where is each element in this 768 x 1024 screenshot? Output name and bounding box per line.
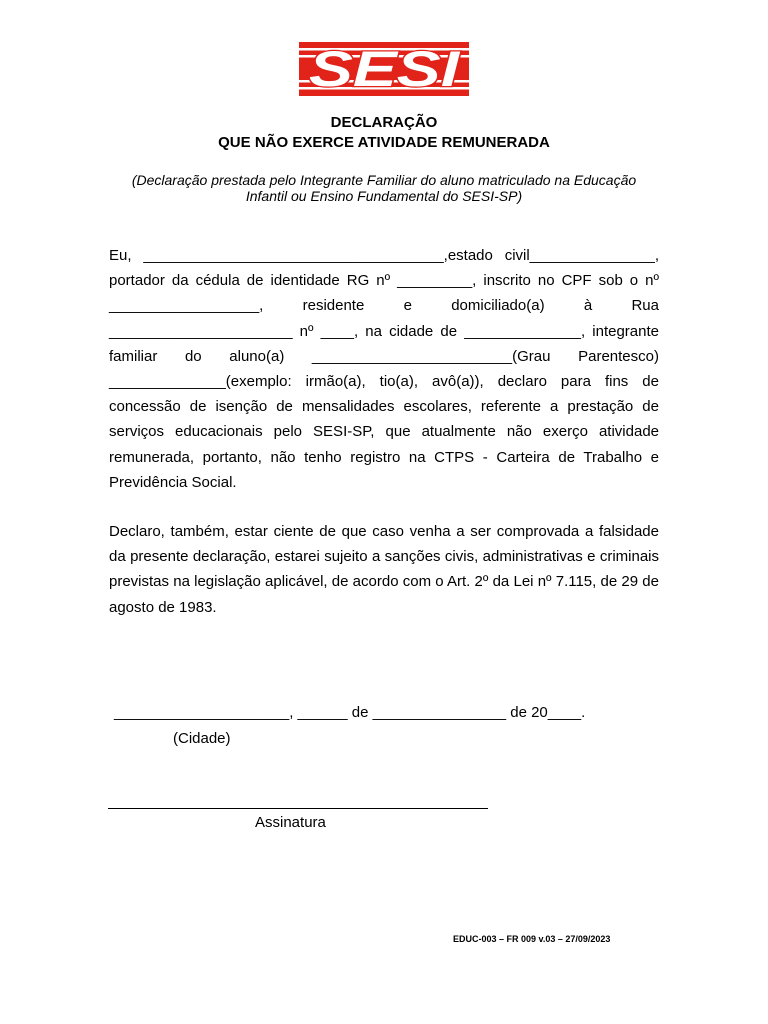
logo-text: SESI bbox=[309, 42, 461, 96]
document-subtitle-heading: QUE NÃO EXERCE ATIVIDADE REMUNERADA bbox=[218, 134, 550, 151]
signature-label: Assinatura bbox=[255, 814, 326, 831]
sesi-logo bbox=[299, 42, 469, 96]
city-date-line: _____________________, ______ de ________________ de 20____. bbox=[114, 704, 586, 721]
signature-line bbox=[108, 808, 488, 809]
city-label: (Cidade) bbox=[173, 730, 231, 747]
declaration-note: (Declaração prestada pelo Integrante Familiar do aluno matriculado na Educação Infantil ou Ensino Fundamental do SESI-SP) bbox=[131, 172, 637, 204]
declaration-paragraph: Eu, ____________________________________,estado civil_______________, portador da cédula de identidade RG nº _________, inscrito no CPF sob o nº __________________, residente e domiciliado(a) à Rua ______________________ nº ____, na cidade de ______________, integrante familiar do aluno(a) ________________________(Grau Parentesco) ______________(exemplo: irmão(a), tio(a), avô(a)), declaro para fins de concessão de isenção de mensalidades escolares, referente a prestação de serviços educacionais pelo SESI-SP, que atualmente não exerço atividade remunerada, portanto, não tenho registro na CTPS - Carteira de Trabalho e Previdência Social. bbox=[109, 247, 659, 491]
document-title: DECLARAÇÃO bbox=[330, 114, 438, 131]
form-code: EDUC-003 – FR 009 v.03 – 27/09/2023 bbox=[453, 934, 611, 944]
awareness-paragraph: Declaro, também, estar ciente de que caso venha a ser comprovada a falsidade da presente declaração, estarei sujeito a sanções civis, administrativas e criminais previstas na legislação aplicável, de acordo com o Art. 2º da Lei nº 7.115, de 29 de agosto de 1983. bbox=[109, 523, 659, 616]
